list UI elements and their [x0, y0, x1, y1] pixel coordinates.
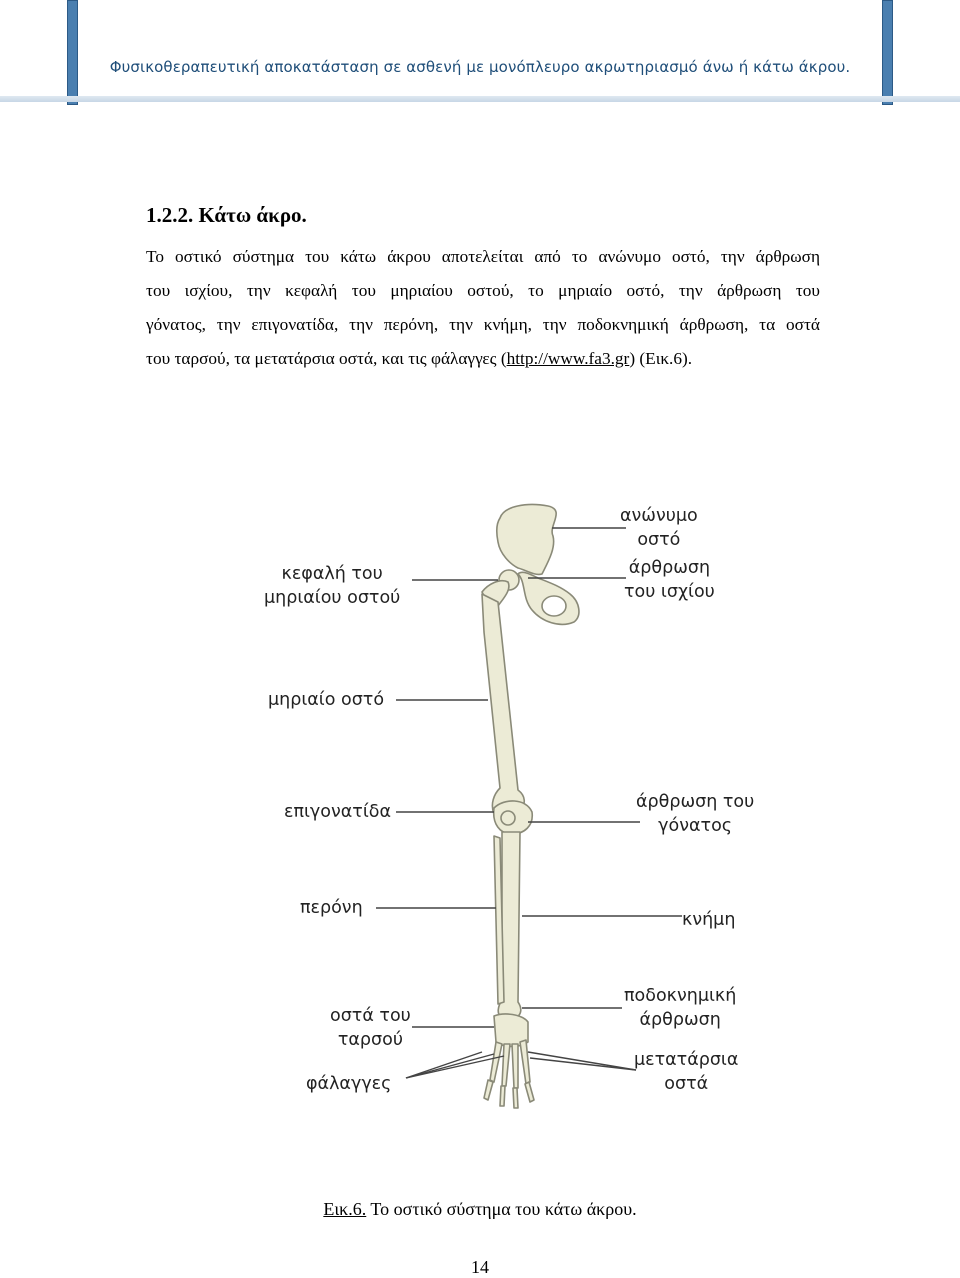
label-line: οστά: [664, 1074, 709, 1094]
header-right-bar: [882, 0, 893, 105]
label-line: άρθρωση: [639, 1010, 721, 1030]
paragraph-text: του ταρσού, τα μετατάρσια οστά, και τις φάλαγγες (: [146, 349, 507, 368]
label-fibula: περόνη: [300, 898, 363, 918]
label-line: άρθρωση του: [636, 792, 755, 812]
label-femur: μηριαίο οστό: [268, 690, 385, 710]
paragraph-line: του ισχίου, την κεφαλή του μηριαίου οστού, το μηριαίο οστό, την άρθρωση του: [146, 281, 820, 300]
paragraph-line: γόνατος, την επιγονατίδα, την περόνη, την κνήμη, την ποδοκνημική άρθρωση, τα οστά: [146, 315, 820, 334]
label-metatarsals: [634, 1048, 738, 1096]
paragraph-line: [146, 342, 820, 376]
label-tarsals: [330, 1004, 411, 1052]
label-line: οστά του: [330, 1006, 411, 1026]
source-link[interactable]: http://www.fa3.gr: [506, 349, 630, 368]
header-rule: [0, 96, 960, 102]
paragraph-line: Το οστικό σύστημα του κάτω άκρου αποτελείται από το ανώνυμο οστό, την άρθρωση: [146, 247, 820, 266]
label-hip-joint: [624, 556, 715, 604]
label-line: κεφαλή του: [281, 564, 383, 584]
label-anonymous-bone: [620, 504, 698, 552]
label-line: μηριαίου οστού: [264, 588, 401, 608]
label-line: οστό: [637, 530, 681, 550]
label-line: άρθρωση: [628, 558, 711, 578]
caption-label: Εικ.6.: [323, 1199, 367, 1219]
label-line: ανώνυμο: [620, 506, 698, 526]
label-ankle-joint: [624, 984, 736, 1032]
label-line: ταρσού: [337, 1030, 403, 1050]
caption-text: Το οστικό σύστημα του κάτω άκρου.: [366, 1199, 637, 1219]
paragraph-text: ) (Εικ.6).: [629, 349, 693, 368]
patella-shape: [501, 811, 515, 825]
body-paragraph: [146, 240, 820, 376]
header-left-bar: [67, 0, 78, 105]
page-number: 14: [471, 1257, 489, 1277]
label-phalanges: φάλαγγες: [306, 1074, 392, 1094]
running-header: Φυσικοθεραπευτική αποκατάσταση σε ασθενή με μονόπλευρο ακρωτηριασμό άνω ή κάτω άκρου.: [109, 58, 851, 76]
section-heading: 1.2.2. Κάτω άκρο.: [146, 203, 307, 227]
lower-limb-skeleton-figure: [182, 482, 828, 1130]
label-line: γόνατος: [658, 816, 733, 836]
label-patella: επιγονατίδα: [284, 802, 391, 822]
label-line: μετατάρσια: [634, 1050, 739, 1070]
label-line: ποδοκνημική: [624, 986, 737, 1006]
label-line: του ισχίου: [624, 582, 715, 602]
figure-caption: [0, 1199, 960, 1220]
label-knee-joint: [636, 790, 754, 838]
label-femoral-head: [264, 562, 400, 610]
label-tibia: κνήμη: [682, 910, 736, 930]
